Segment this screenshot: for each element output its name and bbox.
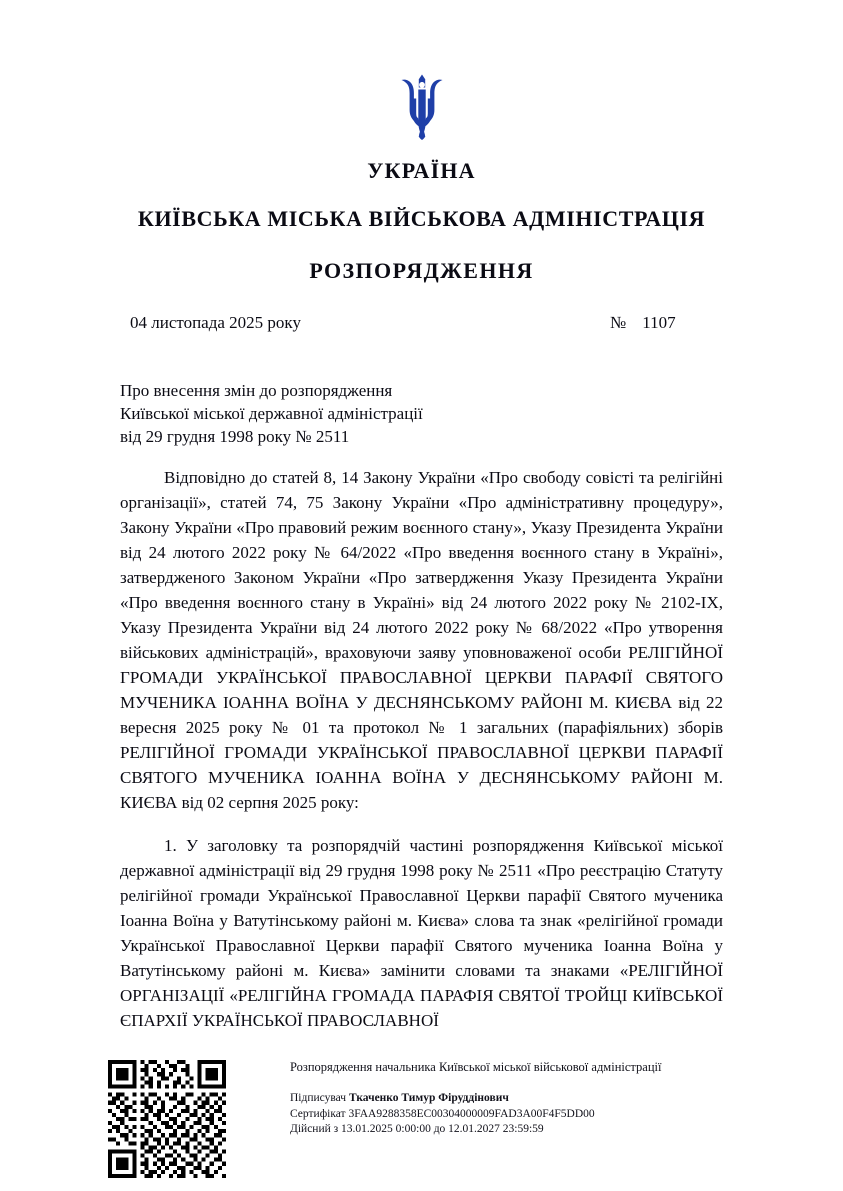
qr-code — [108, 1060, 226, 1178]
signature-block — [290, 1060, 810, 1138]
document-number — [610, 313, 676, 333]
signer-label: Підписувач — [290, 1092, 347, 1104]
certificate-line: Сертифікат 3FAA9288358EC00304000009FAD3A00F4F5DD00 — [290, 1107, 595, 1120]
number-value: 1107 — [642, 313, 676, 332]
signature-title: Розпорядження начальника Київської міської військової адміністрації — [290, 1060, 662, 1074]
body-paragraph-item-1: 1. У заголовку та розпорядчій частині розпорядження Київської міської державної адміністрації від 29 грудня 1998 року № 2511 «Про реєстрацію Статуту релігійної громади Української Православної Церкви парафії Святого мученика Іоанна Воїна у Ватутінському районі м. Києва» слова та знак «релігійної громади Української Православної Церкви парафії Святого мученика Іоанна Воїна у Ватутінському районі м. Києва» замінити словами та знаками «РЕЛІГІЙНОЇ ОРГАНІЗАЦІЇ «РЕЛІГІЙНА ГРОМАДА ПАРАФІЯ СВЯТОЇ ТРОЙЦІ КИЇВСЬКОЇ ЄПАРХІЇ УКРАЇНСЬКОЇ ПРАВОСЛАВНОЇ — [120, 835, 723, 1030]
signer-row — [290, 1091, 810, 1107]
document-body — [120, 466, 723, 1034]
validity-line: Дійсний з 13.01.2025 0:00:00 до 12.01.2027 23:59:59 — [290, 1123, 544, 1136]
heading-country: УКРАЇНА — [367, 158, 476, 183]
heading-administration: КИЇВСЬКА МІСЬКА ВІЙСЬКОВА АДМІНІСТРАЦІЯ — [137, 206, 706, 231]
subject-line-2: Київської міської державної адміністрації — [120, 404, 423, 424]
emblem-container — [0, 74, 843, 145]
heading-document-type: РОЗПОРЯДЖЕННЯ — [309, 258, 534, 283]
body-paragraph-preamble: Відповідно до статей 8, 14 Закону України «Про свободу совісті та релігійні організації», статей 74, 75 Закону України «Про адміністративну процедуру», Закону України «Про правовий режим воєнного стану», Указу Президента України від 24 лютого 2022 року № 64/2022 «Про введення воєнного стану в Україні», затвердженого Законом України «Про затвердження Указу Президента України «Про введення воєнного стану в Україні» від 24 лютого 2022 року № 2102-IX, Указу Президента України від 24 лютого 2022 року № 68/2022 «Про утворення військових адміністрацій», враховуючи заяву уповноваженої особи РЕЛІГІЙНОЇ ГРОМАДИ УКРАЇНСЬКОЇ ПРАВОСЛАВНОЇ ЦЕРКВИ ПАРАФІЇ СВЯТОГО МУЧЕНИКА ІОАННА ВОЇНА У ДЕСНЯНСЬКОМУ РАЙОНІ М. КИЄВА від 22 вересня 2025 року № 01 та протокол № 1 загальних (парафіяльних) зборів РЕЛІГІЙНОЇ ГРОМАДИ УКРАЇНСЬКОЇ ПРАВОСЛАВНОЇ ЦЕРКВИ ПАРАФІЇ СВЯТОГО МУЧЕНИКА ІОАННА ВОЇНА У ДЕСНЯНСЬКОМУ РАЙОНІ М. КИЄВА від 02 серпня 2025 року: — [120, 468, 723, 812]
document-heading — [0, 158, 843, 284]
ukraine-trident-emblem — [399, 74, 445, 140]
signer-name: Ткаченко Тимур Фіруддінович — [348, 1092, 509, 1104]
subject-line-1: Про внесення змін до розпорядження — [120, 381, 393, 400]
subject-line-3: від 29 грудня 1998 року № 2511 — [120, 427, 350, 447]
document-subject — [120, 379, 600, 448]
document-date: 04 листопада 2025 року — [130, 313, 301, 332]
number-sign: № — [610, 313, 627, 332]
document-footer — [0, 1048, 843, 1191]
